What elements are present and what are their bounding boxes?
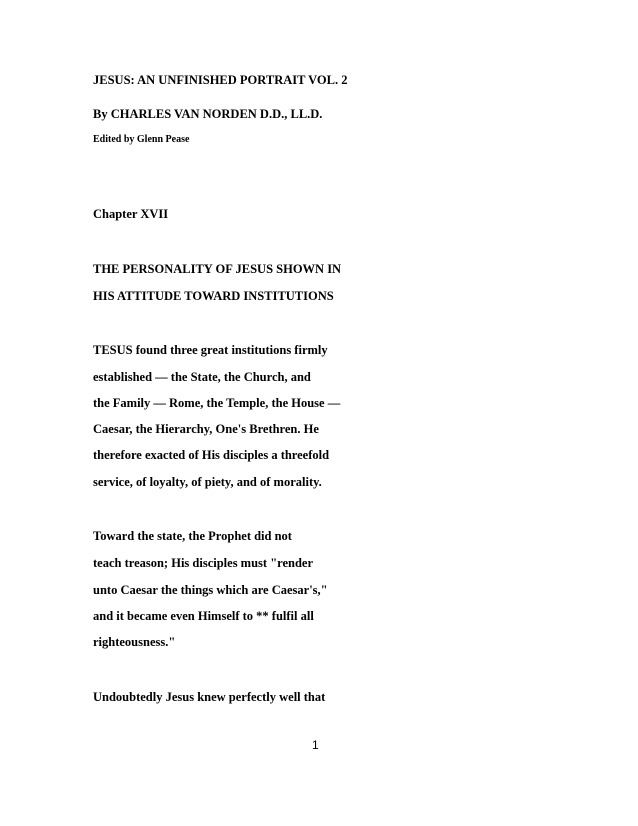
chapter-title-line: THE PERSONALITY OF JESUS SHOWN IN <box>93 262 342 276</box>
book-title: JESUS: AN UNFINISHED PORTRAIT VOL. 2 <box>93 73 348 87</box>
page-number: 1 <box>312 738 319 752</box>
paragraph-line: Toward the state, the Prophet did not <box>93 529 292 543</box>
paragraph-line: unto Caesar the things which are Caesar's," <box>93 583 328 597</box>
paragraph-line: Caesar, the Hierarchy, One's Brethren. He <box>93 422 319 436</box>
chapter-title-line: HIS ATTITUDE TOWARD INSTITUTIONS <box>93 289 334 303</box>
paragraph-line: therefore exacted of His disciples a threefold <box>93 448 330 462</box>
paragraph-line: service, of loyalty, of piety, and of morality. <box>93 475 322 489</box>
chapter-number: Chapter XVII <box>93 207 169 221</box>
editor-line: Edited by Glenn Pease <box>93 134 190 145</box>
paragraph-line: and it became even Himself to ** fulfil all <box>93 609 314 623</box>
paragraph-line: teach treason; His disciples must "render <box>93 556 314 570</box>
paragraph-line: established — the State, the Church, and <box>93 370 311 384</box>
paragraph-line: Undoubtedly Jesus knew perfectly well that <box>93 690 326 704</box>
author-line: By CHARLES VAN NORDEN D.D., LL.D. <box>93 107 323 121</box>
paragraph-line: TESUS found three great institutions firmly <box>93 343 328 357</box>
paragraph-line: righteousness." <box>93 635 176 649</box>
paragraph-line: the Family — Rome, the Temple, the House — <box>93 396 341 410</box>
